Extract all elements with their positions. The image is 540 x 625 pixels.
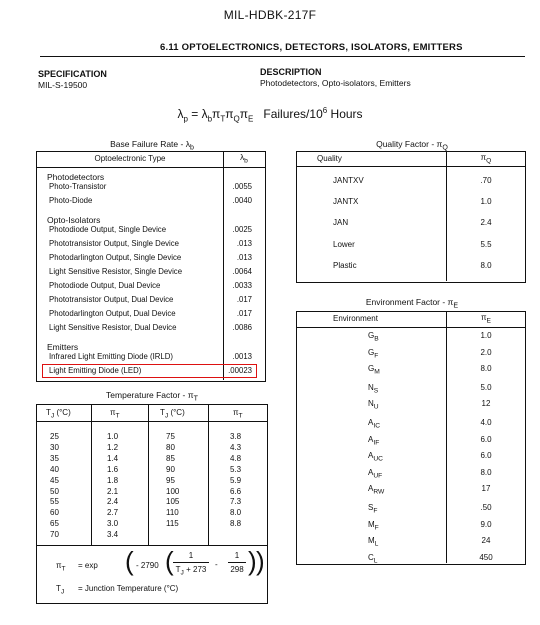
pi-t-value: 8.8 — [230, 519, 242, 529]
base-row-label: Photodiode Output, Dual Device — [49, 281, 161, 290]
quality-level: Plastic — [333, 260, 357, 270]
group-heading: Photodetectors — [47, 172, 105, 182]
pi-t-value: 2.4 — [107, 497, 119, 507]
failure-rate-formula — [0, 106, 540, 123]
base-row-label: Photodiode Output, Single Device — [49, 225, 167, 234]
pi-q-value: .70 — [480, 176, 492, 185]
base-row-label: Photodarlington Output, Dual Device — [49, 309, 176, 318]
tj-value: 95 — [166, 475, 175, 485]
paren-right-inner: ) — [248, 546, 257, 576]
table-rule — [91, 404, 92, 545]
pi-t-value: 5.3 — [230, 464, 242, 474]
environment-code: $G_F$ — [368, 347, 379, 360]
pi-t-value: 2.1 — [107, 486, 119, 496]
environment-code: $M_L$ — [368, 536, 379, 548]
pi-e-value: 24 — [481, 536, 491, 546]
temperature-factor-caption: Temperature Factor - $\pi_T$ — [106, 390, 198, 403]
pi-e-value: 6.0 — [480, 451, 492, 461]
tj-value: 110 — [166, 508, 179, 518]
environment-code: $G_B$ — [368, 331, 379, 343]
base-row-label: Light Sensitive Resistor, Single Device — [49, 267, 183, 276]
frac1-bar — [173, 562, 209, 563]
base-row-label: Photo-Diode — [49, 196, 93, 205]
table-rule — [296, 327, 526, 328]
col-optoelectronic-type: Optoelectronic Type — [94, 154, 166, 163]
pi-t-value: 4.3 — [230, 442, 242, 452]
tj-value: 90 — [166, 464, 175, 474]
pi-t-value: 1.6 — [107, 464, 119, 474]
tj-value: 70 — [50, 530, 59, 540]
table-rule — [36, 421, 268, 422]
col-pit-right: $\pi_T$ — [233, 408, 243, 420]
table-rule — [36, 545, 268, 546]
specification-value: MIL-S-19500 — [38, 80, 88, 90]
environment-code: $A_{UF}$ — [368, 467, 383, 480]
tj-value: 45 — [50, 475, 59, 485]
document-title: MIL-HDBK-217F — [223, 8, 317, 22]
environment-code: $G_M$ — [368, 364, 380, 376]
pi-e-value: 4.0 — [480, 418, 492, 427]
pi-q-value: 8.0 — [480, 260, 492, 270]
tj-value: 80 — [166, 442, 175, 452]
tj-value: 50 — [50, 486, 59, 496]
pi-e-value: 8.0 — [480, 364, 492, 374]
pi-e-value: 450 — [479, 552, 493, 562]
pi-q-value: 5.5 — [480, 239, 492, 249]
col-quality: Quality — [317, 154, 342, 163]
tj-definition: = Junction Temperature (°C) — [78, 584, 179, 593]
pi-t-value: 1.8 — [107, 475, 119, 485]
pi-e-value: 17 — [481, 484, 491, 494]
tj-value: 55 — [50, 497, 59, 507]
quality-level: JAN — [333, 218, 349, 228]
pi-t-value: 4.8 — [230, 453, 242, 463]
section-rule — [40, 56, 525, 57]
pi-e-value: 12 — [481, 399, 491, 409]
formula-units: Failures/$10^6$ Hours — [263, 106, 363, 121]
paren-left-inner: ( — [165, 546, 174, 576]
pi-q-value: 1.0 — [480, 197, 492, 207]
tj-value: 115 — [166, 519, 179, 529]
environment-code: $M_F$ — [368, 519, 379, 532]
description-value: Photodetectors, Opto-isolators, Emitters — [260, 78, 411, 88]
pi-t-value: 6.6 — [230, 486, 242, 496]
tj-value: 85 — [166, 453, 175, 463]
environment-code: $A_{UC}$ — [368, 451, 383, 463]
pi-e-value: 8.0 — [480, 467, 492, 477]
formula-lambda-p: $\lambda_p = \lambda_b\pi_T\pi_Q\pi_E$ — [177, 107, 254, 124]
environment-factor-caption: Environment Factor - $\pi_E$ — [365, 297, 459, 310]
frac1-numerator: 1 — [188, 551, 194, 560]
table-rule — [296, 166, 526, 167]
base-failure-rate-caption: Base Failure Rate - $\lambda_b$ — [110, 139, 194, 152]
environment-code: $A_{IC}$ — [368, 418, 380, 430]
base-row-value: .013 — [236, 253, 252, 262]
col-lambda-b: $\lambda_b$ — [240, 153, 248, 165]
base-row-value: .013 — [236, 239, 252, 248]
tj-value: 25 — [50, 432, 59, 441]
tj-value: 100 — [166, 486, 180, 496]
quality-level: JANTX — [333, 197, 359, 207]
col-pi-e: $\pi_E$ — [481, 313, 491, 325]
frac2-numerator: 1 — [234, 551, 240, 560]
col-environment: Environment — [333, 314, 378, 323]
table-rule — [36, 167, 266, 168]
pi-t-value: 3.8 — [230, 432, 242, 441]
base-row-value: .0055 — [232, 182, 252, 191]
pi-e-value: 2.0 — [480, 347, 492, 357]
specification-label: SPECIFICATION — [38, 69, 107, 79]
frac1-denominator: $T_J + 273$ — [175, 565, 207, 577]
tj-value: 40 — [50, 464, 59, 474]
environment-code: $N_S$ — [368, 382, 379, 395]
col-pit-left: $\pi_T$ — [110, 408, 120, 420]
paren-right: ) — [256, 546, 265, 576]
base-row-label: Phototransistor Output, Dual Device — [49, 295, 174, 304]
col-tj-right: $T_J$ (°C) — [160, 408, 185, 420]
table-rule — [208, 404, 209, 545]
pi-e-value: 5.0 — [480, 382, 492, 392]
environment-code: $C_L$ — [368, 552, 378, 565]
group-heading: Emitters — [47, 342, 79, 352]
base-row-value: .017 — [236, 309, 252, 318]
section-heading: 6.11 OPTOELECTRONICS, DETECTORS, ISOLATORS, EMITTERS — [160, 42, 463, 53]
col-tj-left: $T_J$ (°C) — [46, 408, 71, 420]
base-row-label: Infrared Light Emitting Diode (IRLD) — [49, 352, 173, 361]
tj-value: 30 — [50, 442, 59, 452]
base-row-value: .0086 — [232, 323, 252, 332]
pi-t-value: 3.4 — [107, 530, 119, 540]
group-heading: Opto-Isolators — [47, 215, 101, 225]
base-row-value: .0040 — [232, 196, 252, 205]
pi-t-equation: $\pi_T$ — [56, 561, 66, 573]
base-row-label: Light Emitting Diode (LED) — [49, 366, 142, 375]
base-row-label: Photodarlington Output, Single Device — [49, 253, 182, 262]
pi-e-value: .50 — [480, 503, 492, 512]
pi-t-value: 3.0 — [107, 519, 119, 529]
tj-value: 60 — [50, 508, 59, 518]
quality-level: Lower — [333, 239, 355, 249]
environment-code: $N_U$ — [368, 399, 379, 411]
pi-t-value: 1.2 — [107, 442, 119, 452]
base-row-value: .017 — [236, 295, 252, 304]
highlight-led-row — [42, 364, 257, 378]
pi-t-constant: - 2790 — [136, 561, 159, 570]
base-row-label: Light Sensitive Resistor, Dual Device — [49, 323, 177, 332]
environment-code: $A_{RW}$ — [368, 484, 385, 496]
pi-t-equals-exp: = exp — [78, 561, 98, 570]
base-row-value: .0013 — [232, 352, 252, 361]
pi-t-value: 2.7 — [107, 508, 119, 518]
quality-level: JANTXV — [333, 176, 364, 185]
environment-code: $S_F$ — [368, 503, 378, 515]
paren-left: ( — [125, 546, 134, 576]
base-row-label: Photo-Transistor — [49, 182, 107, 191]
tj-value: 35 — [50, 453, 59, 463]
base-row-value: .0033 — [232, 281, 252, 290]
pi-e-value: 6.0 — [480, 434, 492, 444]
tj-value: 105 — [166, 497, 180, 507]
tj-definition-symbol: $T_J$ — [56, 584, 65, 596]
environment-code: $A_{IF}$ — [368, 434, 380, 447]
minus-sign: - — [215, 560, 218, 569]
pi-e-value: 1.0 — [480, 331, 492, 340]
pi-t-value: 1.0 — [107, 432, 119, 441]
pi-t-value: 5.9 — [230, 475, 242, 485]
frac2-denominator: 298 — [230, 565, 244, 574]
frac2-bar — [228, 562, 246, 563]
tj-value: 75 — [166, 432, 175, 441]
table-rule — [148, 404, 149, 545]
base-row-value: .0025 — [232, 225, 252, 234]
base-row-label: Phototransistor Output, Single Device — [49, 239, 180, 248]
pi-t-value: 7.3 — [230, 497, 242, 507]
description-label: DESCRIPTION — [260, 67, 322, 77]
tj-value: 65 — [50, 519, 59, 529]
pi-e-value: 9.0 — [480, 519, 492, 529]
pi-q-value: 2.4 — [480, 218, 492, 228]
quality-factor-caption: Quality Factor - $\pi_Q$ — [376, 139, 448, 152]
pi-t-value: 8.0 — [230, 508, 242, 518]
base-row-value: .0064 — [232, 267, 252, 276]
col-pi-q: $\pi_Q$ — [480, 153, 492, 165]
pi-t-value: 1.4 — [107, 453, 119, 463]
base-row-value: .00023 — [228, 366, 252, 375]
